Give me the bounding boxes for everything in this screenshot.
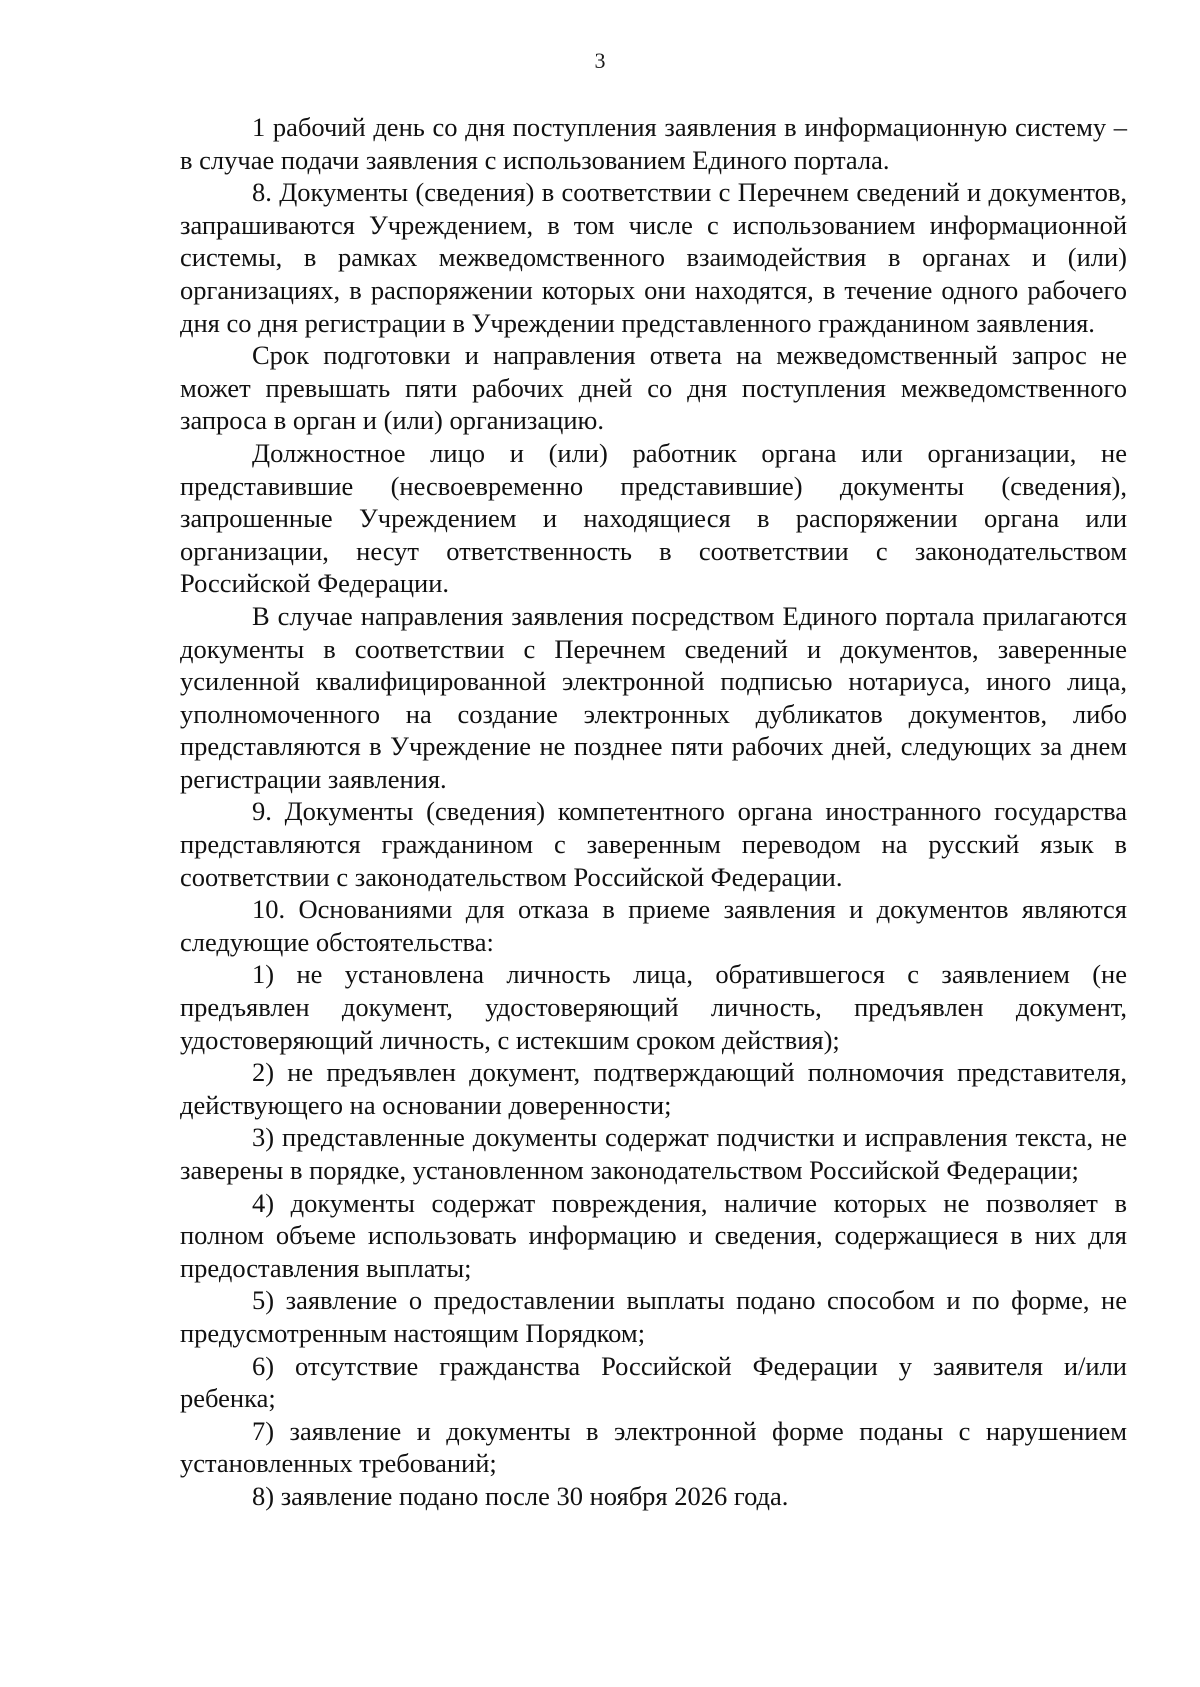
- paragraph-response-term: Срок подготовки и направления ответа на межведомственный запрос не может превышать пяти рабочих дней со дня поступления межведомственного запроса в орган и (или) организацию.: [180, 340, 1127, 436]
- list-item-8: 8) заявление подано после 30 ноября 2026 года.: [252, 1480, 789, 1511]
- paragraph-item-10: 10. Основаниями для отказа в приеме заявления и документов являются следующие обстоятельства:: [180, 894, 1127, 957]
- list-item-2: 2) не предъявлен документ, подтверждающий полномочия представителя, действующего на основании доверенности;: [180, 1057, 1127, 1120]
- list-item-1: 1) не установлена личность лица, обратившегося с заявлением (не предъявлен документ, удостоверяющий личность, предъявлен документ, удостоверяющий личность, с истекшим сроком действия);: [180, 959, 1127, 1055]
- paragraph-item-9: 9. Документы (сведения) компетентного органа иностранного государства представляются гражданином с заверенным переводом на русский язык в соответствии с законодательством Российской Федерации.: [180, 796, 1127, 892]
- paragraph-deadline-portal: 1 рабочий день со дня поступления заявления в информационную систему – в случае подачи заявления с использованием Единого портала.: [180, 112, 1127, 175]
- page-number: 3: [594, 48, 606, 73]
- paragraph-item-8: 8. Документы (сведения) в соответствии с Перечнем сведений и документов, запрашиваются Учреждением, в том числе с использованием информационной системы, в рамках межведомственного взаимодействия в органах и (или) организациях, в распоряжении которых они находятся, в течение одного рабочего дня со дня регистрации в Учреждении представленного гражданином заявления.: [180, 177, 1127, 338]
- paragraph-portal-documents: В случае направления заявления посредством Единого портала прилагаются документы в соответствии с Перечнем сведений и документов, заверенные усиленной квалифицированной электронной подписью нотариуса, иного лица, уполномоченного на создание электронных дубликатов документов, либо представляются в Учреждение не позднее пяти рабочих дней, следующих за днем регистрации заявления.: [180, 600, 1127, 794]
- paragraph-responsibility: Должностное лицо и (или) работник органа или организации, не представившие (несвоевременно представившие) документы (сведения), запрошенные Учреждением и находящиеся в распоряжении органа или организации, несут ответственность в соответствии с законодательством Российской Федерации.: [180, 437, 1127, 599]
- list-item-5: 5) заявление о предоставлении выплаты подано способом и по форме, не предусмотренным настоящим Порядком;: [180, 1285, 1127, 1348]
- document-body: [180, 111, 1127, 1513]
- list-item-6: 6) отсутствие гражданства Российской Федерации у заявителя и/или ребенка;: [180, 1350, 1127, 1414]
- list-item-3: 3) представленные документы содержат подчистки и исправления текста, не заверены в порядке, установленном законодательством Российской Федерации;: [180, 1122, 1127, 1185]
- list-item-4: 4) документы содержат повреждения, наличие которых не позволяет в полном объеме использовать информацию и сведения, содержащиеся в них для предоставления выплаты;: [180, 1187, 1127, 1283]
- list-item-7: 7) заявление и документы в электронной форме поданы с нарушением установленных требований;: [180, 1415, 1127, 1479]
